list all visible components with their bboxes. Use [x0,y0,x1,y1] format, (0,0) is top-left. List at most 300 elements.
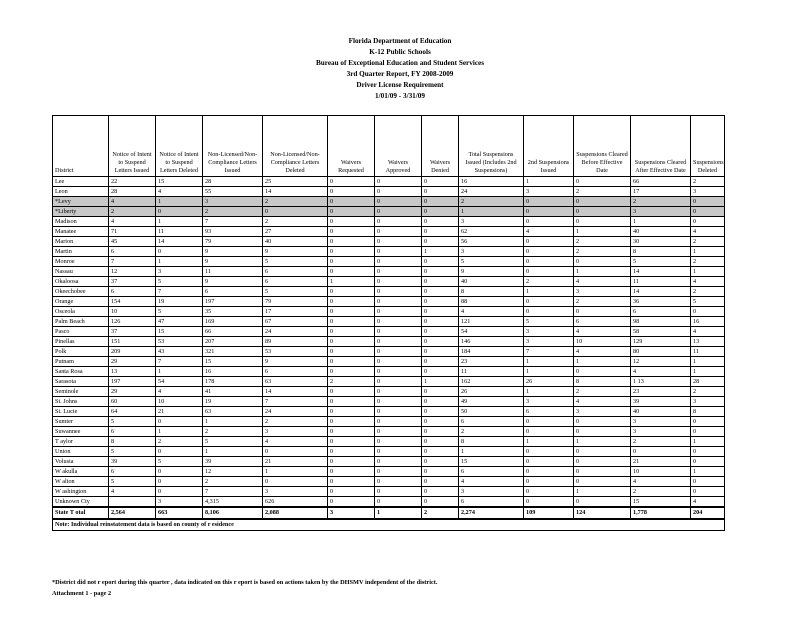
table-row [53,467,725,477]
value-cell: 178 [203,377,263,387]
value-cell: 5 [156,307,203,317]
value-cell: 0 [328,177,375,187]
value-cell: 4 [631,367,691,377]
col-header: Waivers Denied [422,116,459,177]
footnote-attachment: Attachment 1 - page 2 [52,590,112,597]
value-cell: 15 [631,497,691,508]
value-cell: 0 [574,417,631,427]
value-cell: 4 [156,387,203,397]
value-cell: 9 [263,357,328,367]
value-cell: 1 [524,437,574,447]
value-cell: 43 [156,347,203,357]
value-cell: 14 [631,287,691,297]
value-cell: 2,564 [109,507,156,519]
header-line-1: Florida Department of Education [348,37,452,45]
value-cell: 3 [524,187,574,197]
value-cell: 11 [691,347,725,357]
value-cell: 0 [375,427,422,437]
table-row [53,227,725,237]
value-cell: 0 [422,337,459,347]
value-cell: 80 [631,347,691,357]
value-cell: 15 [203,357,263,367]
value-cell: 67 [263,317,328,327]
value-cell: 197 [109,377,156,387]
value-cell: 9 [203,247,263,257]
value-cell: 4 [574,397,631,407]
value-cell: 0 [422,407,459,417]
value-cell: 5 [203,437,263,447]
value-cell: 0 [328,297,375,307]
value-cell: 0 [691,457,725,467]
value-cell: 8 [109,437,156,447]
value-cell: 7 [109,257,156,267]
value-cell: 12 [631,357,691,367]
value-cell: 2 [574,187,631,197]
value-cell: 0 [375,437,422,447]
value-cell: 39 [631,397,691,407]
value-cell: 1 [203,417,263,427]
value-cell: 4 [156,187,203,197]
district-cell: Madison [53,217,109,227]
value-cell: 2 [691,177,725,187]
table-row [53,197,725,207]
value-cell: 321 [203,347,263,357]
header-line-5: Driver License Requirement [356,81,444,89]
value-cell: 0 [328,497,375,508]
value-cell: 37 [109,277,156,287]
value-cell: 3 [156,497,203,508]
value-cell: 60 [109,397,156,407]
value-cell: 15 [156,327,203,337]
value-cell: 8 [691,407,725,417]
value-cell: 0 [328,267,375,277]
value-cell: 13 [691,337,725,347]
value-cell: 23 [459,357,524,367]
value-cell: 0 [422,437,459,447]
value-cell: 2,274 [459,507,524,519]
value-cell: 49 [459,397,524,407]
value-cell: 2 [156,437,203,447]
district-cell: Volusia [53,457,109,467]
value-cell: 4 [691,497,725,508]
value-cell: 1 13 [631,377,691,387]
value-cell: 7 [263,397,328,407]
value-cell: 6 [574,317,631,327]
value-cell: 21 [156,407,203,417]
table-row [53,457,725,467]
table-row [53,237,725,247]
value-cell: 0 [422,397,459,407]
value-cell: 0 [263,477,328,487]
value-cell: 1 [156,367,203,377]
value-cell: 0 [375,287,422,297]
value-cell: 0 [422,277,459,287]
value-cell: 0 [422,287,459,297]
note-row [53,519,725,531]
value-cell: 6 [109,467,156,477]
district-cell: Sumter [53,417,109,427]
district-cell: Marion [53,237,109,247]
value-cell: 6 [109,427,156,437]
value-cell: 24 [263,407,328,417]
value-cell: 3 [691,187,725,197]
value-cell: 15 [156,177,203,187]
value-cell: 0 [375,377,422,387]
value-cell: 39 [203,457,263,467]
value-cell: 4 [691,277,725,287]
value-cell: 1 [691,247,725,257]
value-cell: 4 [459,477,524,487]
value-cell: 2 [422,507,459,519]
value-cell: 2 [691,257,725,267]
value-cell: 1 [574,227,631,237]
value-cell: 53 [263,347,328,357]
col-header: 2nd Suspensions Issued [524,116,574,177]
value-cell: 7 [203,487,263,497]
value-cell: 663 [156,507,203,519]
value-cell: 1 [375,507,422,519]
value-cell: 71 [109,227,156,237]
value-cell: 6 [109,247,156,257]
table-row [53,247,725,257]
value-cell: 0 [375,477,422,487]
value-cell: 1 [631,217,691,227]
value-cell: 4 [459,307,524,317]
value-cell: 40 [631,407,691,417]
value-cell: 129 [631,337,691,347]
value-cell: 0 [375,277,422,287]
value-cell: 0 [422,257,459,267]
col-header: Total Suspensions Issued (Includes 2nd Suspensions) [459,116,524,177]
table-row [53,427,725,437]
value-cell: 58 [631,327,691,337]
value-cell: 19 [156,297,203,307]
value-cell: 64 [109,407,156,417]
value-cell: 14 [631,267,691,277]
value-cell: 62 [459,227,524,237]
col-header: Suspensions Cleared Before Effective Date [574,116,631,177]
value-cell: 1 [263,467,328,477]
value-cell: 0 [422,427,459,437]
value-cell: 2 [459,197,524,207]
value-cell: 0 [375,197,422,207]
value-cell: 4 [109,197,156,207]
district-cell: Union [53,447,109,457]
district-cell: Polk [53,347,109,357]
value-cell: 55 [203,187,263,197]
value-cell: 0 [422,207,459,217]
value-cell: 8 [631,247,691,257]
value-cell: 2 [631,437,691,447]
table-row [53,487,725,497]
value-cell: 0 [375,297,422,307]
value-cell: 5 [524,317,574,327]
district-cell: Santa Rosa [53,367,109,377]
value-cell: 25 [263,177,328,187]
value-cell: 4 [263,437,328,447]
table-row [53,337,725,347]
value-cell: 1 [422,377,459,387]
value-cell: 146 [459,337,524,347]
value-cell: 126 [109,317,156,327]
value-cell: 0 [375,497,422,508]
table-row [53,497,725,508]
value-cell: 0 [375,387,422,397]
value-cell: 0 [574,257,631,267]
value-cell: 0 [574,207,631,217]
value-cell: 5 [263,287,328,297]
value-cell: 204 [691,507,725,519]
district-cell: Sarasota [53,377,109,387]
value-cell: 0 [422,387,459,397]
value-cell: 0 [375,467,422,477]
value-cell: 1 [459,207,524,217]
value-cell: 0 [375,217,422,227]
value-cell: 0 [156,417,203,427]
value-cell: 66 [203,327,263,337]
value-cell: 0 [524,447,574,457]
value-cell: 0 [375,207,422,217]
value-cell: 0 [328,407,375,417]
value-cell: 0 [375,227,422,237]
value-cell: 0 [328,467,375,477]
value-cell: 3 [631,207,691,217]
value-cell: 0 [524,247,574,257]
value-cell: 28 [691,377,725,387]
value-cell: 109 [524,507,574,519]
value-cell: 0 [156,447,203,457]
value-cell [109,497,156,508]
district-cell: W alton [53,477,109,487]
value-cell: 0 [524,267,574,277]
value-cell: 6 [263,267,328,277]
value-cell: 197 [203,297,263,307]
value-cell: 37 [109,327,156,337]
value-cell: 1,778 [631,507,691,519]
table-row [53,397,725,407]
value-cell: 0 [156,207,203,217]
value-cell: 0 [328,207,375,217]
district-cell: Seminole [53,387,109,397]
value-cell: 0 [156,477,203,487]
value-cell: 0 [574,307,631,317]
table-row [53,447,725,457]
value-cell: 0 [422,307,459,317]
value-cell: 9 [459,267,524,277]
value-cell: 2 [691,287,725,297]
table-row [53,307,725,317]
value-cell: 1 [574,487,631,497]
value-cell: 0 [328,447,375,457]
district-cell: W ashington [53,487,109,497]
value-cell: 2 [203,427,263,437]
value-cell: 0 [524,487,574,497]
value-cell: 0 [631,447,691,457]
value-cell: 154 [109,297,156,307]
value-cell: 28 [203,177,263,187]
value-cell: 3 [524,337,574,347]
value-cell: 3 [459,217,524,227]
value-cell: 5 [156,457,203,467]
value-cell: 0 [328,427,375,437]
value-cell: 0 [375,447,422,457]
value-cell: 0 [574,477,631,487]
value-cell: 8 [459,287,524,297]
header-line-6: 1/01/09 - 3/31/09 [375,92,425,100]
value-cell: 4,315 [203,497,263,508]
value-cell: 1 [574,437,631,447]
value-cell: 5 [109,417,156,427]
value-cell: 63 [263,377,328,387]
value-cell: 2 [459,427,524,437]
value-cell: 16 [203,367,263,377]
table-row [53,377,725,387]
value-cell: 1 [524,287,574,297]
district-cell: W akulla [53,467,109,477]
value-cell: 6 [263,367,328,377]
value-cell: 3 [574,287,631,297]
value-cell: 0 [422,417,459,427]
value-cell: 88 [459,297,524,307]
value-cell: 0 [691,477,725,487]
value-cell: 11 [156,227,203,237]
value-cell: 17 [263,307,328,317]
value-cell: 40 [631,227,691,237]
value-cell: 9 [203,277,263,287]
value-cell: 6 [203,287,263,297]
header-line-3: Bureau of Exceptional Education and Student Services [316,59,484,67]
col-header: Waivers Requested [328,116,375,177]
value-cell: 93 [203,227,263,237]
value-cell: 0 [328,227,375,237]
footnotes [52,577,437,599]
district-cell: Monroe [53,257,109,267]
value-cell: 54 [156,377,203,387]
value-cell: 2 [203,477,263,487]
value-cell: 4 [109,217,156,227]
value-cell: 1 [691,357,725,367]
district-cell: Osceola [53,307,109,317]
value-cell: 0 [524,207,574,217]
district-cell: T aylor [53,437,109,447]
district-cell: Putnam [53,357,109,367]
value-cell: 0 [328,257,375,267]
value-cell: 2 [574,237,631,247]
value-cell: 53 [156,337,203,347]
value-cell: 98 [631,317,691,327]
value-cell: 0 [375,327,422,337]
value-cell: 0 [691,447,725,457]
value-cell: 169 [203,317,263,327]
value-cell: 3 [691,397,725,407]
value-cell: 21 [631,457,691,467]
value-cell: 0 [574,467,631,477]
value-cell: 1 [156,257,203,267]
value-cell: 0 [375,257,422,267]
value-cell: 0 [574,427,631,437]
report-header [0,36,800,102]
value-cell: 2 [524,277,574,287]
table-row [53,317,725,327]
value-cell: 19 [203,397,263,407]
table-row [53,357,725,367]
value-cell: 0 [328,217,375,227]
table-row [53,367,725,377]
value-cell: 0 [328,327,375,337]
value-cell: 23 [631,387,691,397]
value-cell: 0 [691,427,725,437]
value-cell: 1 [574,267,631,277]
value-cell: 16 [691,317,725,327]
value-cell: 162 [459,377,524,387]
table-header-row [53,116,725,177]
district-cell: Martin [53,247,109,257]
value-cell: 6 [524,407,574,417]
value-cell: 0 [574,197,631,207]
value-cell: 1 [156,217,203,227]
header-line-2: K-12 Public Schools [369,48,431,56]
table-body [53,177,725,531]
value-cell: 7 [156,287,203,297]
value-cell: 10 [631,467,691,477]
value-cell: 1 [459,447,524,457]
value-cell: 0 [691,217,725,227]
value-cell: 0 [422,297,459,307]
value-cell: 1 [422,247,459,257]
header-line-4: 3rd Quarter Report, FY 2008-2009 [346,70,454,78]
value-cell: 14 [263,387,328,397]
col-header: Non-Licensed/Non-Compliance Letters Deleted [263,116,328,177]
value-cell: 3 [524,397,574,407]
value-cell: 0 [156,487,203,497]
value-cell: 0 [375,407,422,417]
value-cell: 626 [263,497,328,508]
value-cell: 0 [574,367,631,377]
value-cell: 17 [631,187,691,197]
value-cell: 7 [524,347,574,357]
value-cell: 3 [459,247,524,257]
value-cell: 2 [203,207,263,217]
value-cell: 124 [574,507,631,519]
district-cell: Pinellas [53,337,109,347]
value-cell: 0 [375,337,422,347]
value-cell: 3 [263,427,328,437]
value-cell: 8,106 [203,507,263,519]
value-cell: 6 [459,417,524,427]
value-cell: 0 [328,367,375,377]
district-cell: Lee [53,177,109,187]
value-cell: 1 [574,357,631,367]
value-cell: 0 [524,297,574,307]
col-header: District [53,116,109,177]
district-cell: *Levy [53,197,109,207]
value-cell: 0 [691,197,725,207]
value-cell: 4 [691,227,725,237]
value-cell: 6 [459,467,524,477]
value-cell: 2 [263,217,328,227]
value-cell: 28 [109,187,156,197]
col-header: Suspensions Deleted [691,116,725,177]
value-cell: 207 [203,337,263,347]
value-cell: 0 [328,457,375,467]
value-cell: 5 [263,257,328,267]
value-cell: 1 [524,387,574,397]
value-cell: 7 [156,357,203,367]
value-cell: 26 [459,387,524,397]
value-cell: 0 [422,467,459,477]
value-cell: 11 [459,367,524,377]
value-cell: 66 [631,177,691,187]
